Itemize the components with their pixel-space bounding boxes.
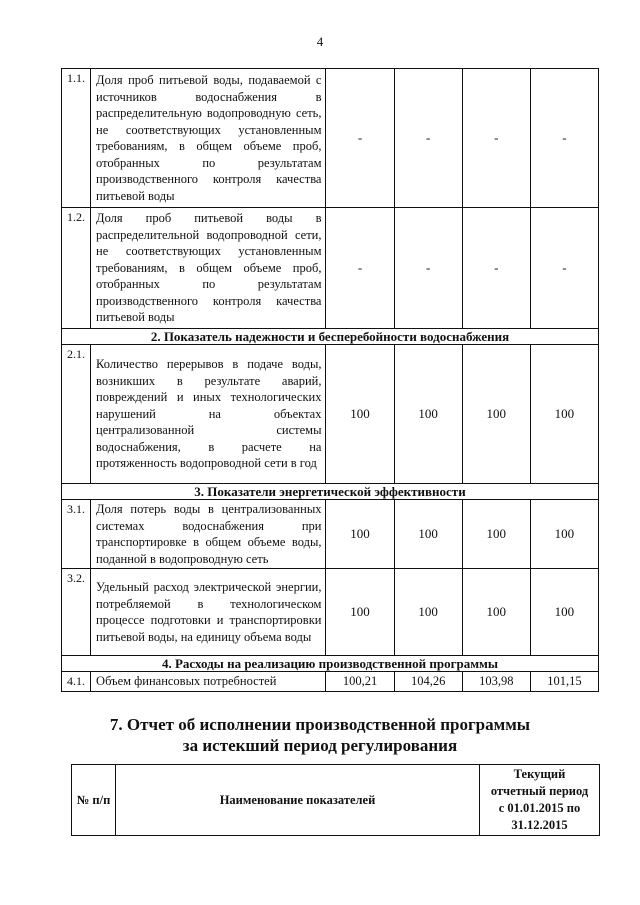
indicator-value: -: [462, 69, 530, 208]
indicator-name: Удельный расход электрической энергии, потребляемой в технологическом процессе подготовки и транспортировки питьевой воды, на единицу объема воды: [91, 569, 326, 656]
column-header-number: № п/п: [72, 765, 116, 836]
indicator-value: -: [530, 69, 598, 208]
indicators-table: [61, 68, 599, 692]
indicator-value: -: [394, 208, 462, 329]
section-row: [62, 656, 599, 672]
indicator-value: -: [462, 208, 530, 329]
indicator-value: 100: [462, 569, 530, 656]
section-row: [62, 329, 599, 345]
indicator-value: 100: [394, 569, 462, 656]
report-table: [71, 764, 600, 836]
indicator-value: 100: [462, 345, 530, 484]
section-row: [62, 484, 599, 500]
period-line: Текущий: [513, 767, 566, 781]
row-number: 3.2.: [62, 569, 91, 656]
table-row: [62, 345, 599, 484]
indicator-value: 100: [530, 345, 598, 484]
table-row: [62, 208, 599, 329]
section-title: 3. Показатели энергетической эффективности: [62, 484, 599, 500]
row-number: 1.2.: [62, 208, 91, 329]
table-row: [62, 672, 599, 692]
report-heading-line1: 7. Отчет об исполнении производственной программы: [109, 715, 531, 734]
period-line: с 01.01.2015 по: [498, 801, 581, 815]
indicator-name: Количество перерывов в подаче воды, возникших в результате аварий, повреждений и иных технологических нарушений на объектах централизованной системы водоснабжения, в расчете на протяженность водопроводной сети в год: [91, 345, 326, 484]
period-line: 31.12.2015: [511, 818, 568, 832]
indicator-value: 100: [530, 500, 598, 569]
indicator-name: Доля потерь воды в централизованных системах водоснабжения при транспортировке в общем объеме воды, поданной в водопроводную сеть: [91, 500, 326, 569]
indicator-value: 100: [394, 500, 462, 569]
indicator-value: -: [326, 208, 394, 329]
table-row: [62, 69, 599, 208]
section-title: 4. Расходы на реализацию производственной программы: [62, 656, 599, 672]
indicator-value: 100: [326, 569, 394, 656]
page-number: 4: [316, 34, 324, 49]
report-heading-line2: за истекший период регулирования: [182, 736, 458, 755]
row-number: 3.1.: [62, 500, 91, 569]
row-number: 1.1.: [62, 69, 91, 208]
row-number: 4.1.: [62, 672, 91, 692]
indicator-name: Доля проб питьевой воды в распределительной водопроводной сети, не соответствующих установленным требованиям, в общем объеме проб, отобранных по результатам производственного контроля качества питьевой воды: [91, 208, 326, 329]
indicator-value: 101,15: [530, 672, 598, 692]
indicator-value: 104,26: [394, 672, 462, 692]
indicator-value: -: [530, 208, 598, 329]
indicator-value: 100: [394, 345, 462, 484]
indicator-value: -: [326, 69, 394, 208]
indicator-name: Доля проб питьевой воды, подаваемой с источников водоснабжения в распределительную водопроводную сеть, не соответствующих установленным требованиям, в общем объеме проб, отобранных по результатам производственного контроля качества питьевой воды: [91, 69, 326, 208]
indicator-value: 100: [462, 500, 530, 569]
indicator-value: -: [394, 69, 462, 208]
table-row: [62, 569, 599, 656]
indicator-value: 103,98: [462, 672, 530, 692]
indicator-value: 100: [326, 345, 394, 484]
row-number: 2.1.: [62, 345, 91, 484]
indicator-value: 100,21: [326, 672, 394, 692]
section-title: 2. Показатель надежности и бесперебойности водоснабжения: [62, 329, 599, 345]
indicator-value: 100: [530, 569, 598, 656]
column-header-period: [480, 765, 600, 836]
header-row: [72, 765, 600, 836]
indicator-value: 100: [326, 500, 394, 569]
column-header-name: Наименование показателей: [116, 765, 480, 836]
indicator-name: Объем финансовых потребностей: [91, 672, 326, 692]
period-line: отчетный период: [490, 784, 589, 798]
table-row: [62, 500, 599, 569]
